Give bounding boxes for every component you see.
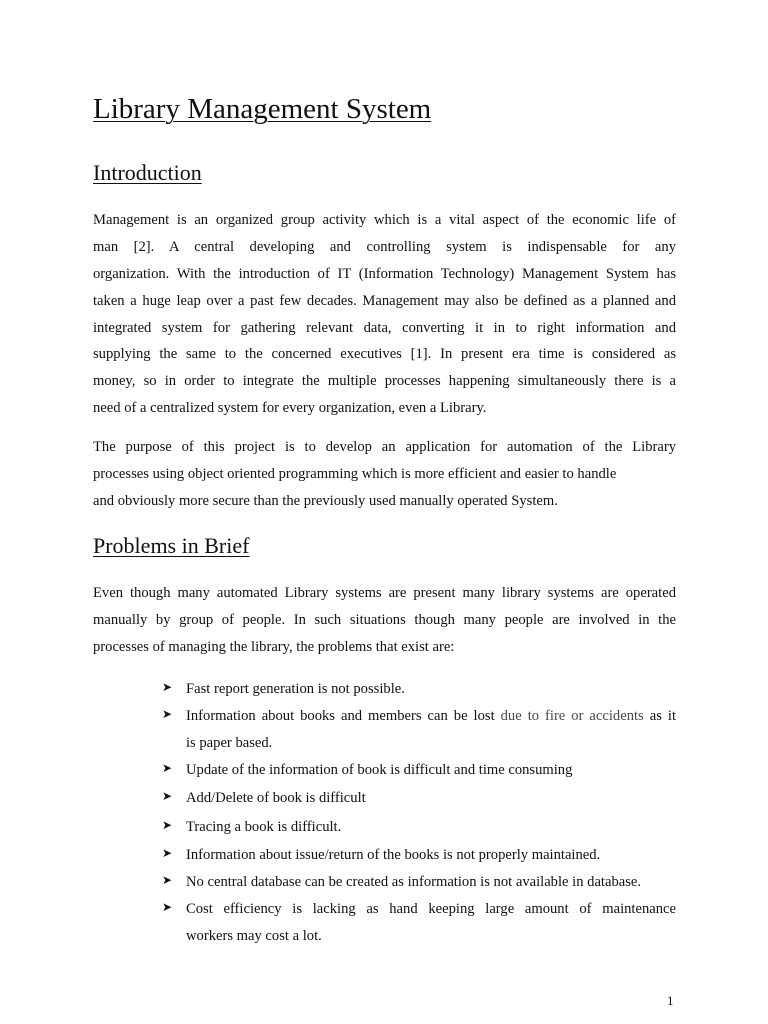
list-item-text: Update of the information of book is difficult and time consuming bbox=[186, 762, 573, 778]
section-heading-introduction: Introduction bbox=[93, 160, 202, 185]
arrow-bullet-icon: ➤ bbox=[162, 818, 173, 832]
text-line: money, so in order to integrate the multiple processes happening simultaneously there is a bbox=[93, 373, 676, 390]
text-line: supplying the same to the concerned executives [1]. In present era time is considered as bbox=[93, 346, 676, 363]
list-item-text: is paper based. bbox=[186, 734, 273, 751]
section-heading-problems: Problems in Brief bbox=[93, 533, 250, 558]
text-line: The purpose of this project is to develop an application for automation of the Library bbox=[93, 439, 676, 455]
list-item-text: Cost efficiency is lacking as hand keeping large amount of maintenance bbox=[186, 901, 676, 917]
arrow-bullet-icon: ➤ bbox=[162, 680, 173, 694]
arrow-bullet-icon: ➤ bbox=[162, 761, 173, 775]
text-line: manually by group of people. In such situations though many people are involved in the bbox=[93, 611, 676, 628]
text-line: organization. With the introduction of IT (Information Technology) Management System has bbox=[93, 265, 676, 282]
arrow-bullet-icon: ➤ bbox=[162, 846, 173, 860]
intro-paragraph-2 bbox=[93, 434, 676, 515]
page-number: 1 bbox=[667, 993, 674, 1008]
text-line: and obviously more secure than the previously used manually operated System. bbox=[93, 492, 558, 509]
list-item-text: No central database can be created as information is not available in database. bbox=[186, 874, 642, 890]
list-item-text: Information about books and members can be lost due to fire or accidents as it bbox=[186, 708, 676, 724]
list-item-text: Add/Delete of book is difficult bbox=[186, 790, 366, 806]
arrow-bullet-icon: ➤ bbox=[162, 789, 173, 803]
list-item-text: Tracing a book is difficult. bbox=[186, 819, 342, 835]
text-line: processes of managing the library, the problems that exist are: bbox=[93, 638, 455, 655]
list-item-text: Information about issue/return of the books is not properly maintained. bbox=[186, 847, 601, 863]
intro-paragraph-1 bbox=[93, 207, 676, 422]
text-line: processes using object oriented programming which is more efficient and easier to handle bbox=[93, 465, 617, 482]
text-line: taken a huge leap over a past few decades. Management may also be defined as a planned and bbox=[93, 292, 676, 309]
text-line: man [2]. A central developing and controlling system is indispensable for any bbox=[93, 238, 676, 255]
problems-paragraph bbox=[93, 580, 676, 661]
text-line: Management is an organized group activity which is a vital aspect of the economic life of bbox=[93, 212, 676, 228]
highlighted-text: due to fire or accidents bbox=[500, 708, 644, 724]
text-line: need of a centralized system for every organization, even a Library. bbox=[93, 400, 487, 417]
text-line: Even though many automated Library systems are present many library systems are operated bbox=[93, 585, 676, 601]
arrow-bullet-icon: ➤ bbox=[162, 707, 173, 721]
arrow-bullet-icon: ➤ bbox=[162, 873, 173, 887]
list-item-text: workers may cost a lot. bbox=[186, 927, 322, 944]
arrow-bullet-icon: ➤ bbox=[162, 900, 173, 914]
document-title: Library Management System bbox=[93, 93, 432, 125]
list-item-text: Fast report generation is not possible. bbox=[186, 681, 405, 697]
text-line: integrated system for gathering relevant data, converting it in to right information and bbox=[93, 319, 676, 336]
